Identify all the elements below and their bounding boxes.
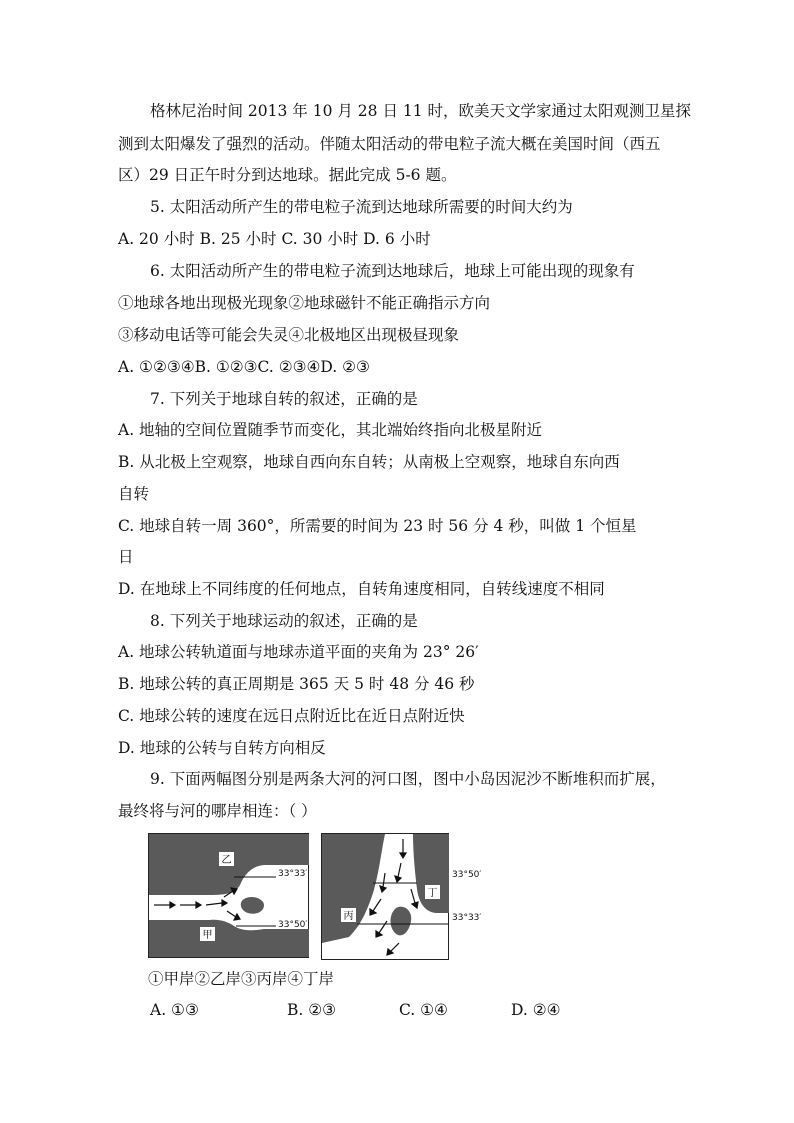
- q6-options: A. ①②③④B. ①②③C. ②③④D. ②③: [118, 358, 370, 376]
- bank-label-yi: [219, 852, 234, 866]
- passage-line-3: 区）29 日正午时分到达地球。据此完成 5-6 题。: [118, 166, 457, 184]
- q7-option-c-line-1: C. 地球自转一周 360°，所需要的时间为 23 时 56 分 4 秒，叫做 1 个恒星: [118, 517, 637, 535]
- q7-option-b-line-2: 自转: [118, 485, 150, 503]
- svg-text:甲: 甲: [202, 930, 213, 941]
- map1-latitude-bottom: 33°50′: [278, 920, 308, 930]
- q9-items: ①甲岸②乙岸③丙岸④丁岸: [148, 970, 335, 988]
- q9-option-a: A. ①③: [150, 1001, 199, 1019]
- q8-option-d: D. 地球的公转与自转方向相反: [118, 739, 326, 757]
- q9-option-b: B. ②③: [287, 1001, 337, 1019]
- bank-label-ding: [425, 885, 440, 899]
- river-mouth-map-2: [321, 833, 449, 960]
- bank-label-jia: [200, 927, 215, 941]
- q8-option-a: A. 地球公转轨道面与地球赤道平面的夹角为 23° 26′: [118, 643, 479, 661]
- q8-stem: 8. 下列关于地球运动的叙述，正确的是: [150, 612, 418, 630]
- q7-option-a: A. 地轴的空间位置随季节而变化，其北端始终指向北极星附近: [118, 421, 543, 439]
- q7-option-c-line-2: 日: [118, 548, 134, 566]
- q9-stem-line-1: 9. 下面两幅图分别是两条大河的河口图，图中小岛因泥沙不断堆积而扩展，: [150, 770, 666, 788]
- river-mouth-map-1: [148, 833, 309, 958]
- passage-line-1: 格林尼治时间 2013 年 10 月 28 日 11 时，欧美天文学家通过太阳观测卫星探: [150, 102, 692, 120]
- q5-stem: 5. 太阳活动所产生的带电粒子流到达地球所需要的时间大约为: [150, 198, 573, 216]
- passage-line-2: 测到太阳爆发了强烈的活动。伴随太阳活动的带电粒子流大概在美国时间（西五: [118, 135, 661, 153]
- q8-option-c: C. 地球公转的速度在远日点附近比在近日点附近快: [118, 707, 465, 725]
- q5-options: A. 20 小时 B. 25 小时 C. 30 小时 D. 6 小时: [118, 230, 431, 248]
- q7-option-b-line-1: B. 从北极上空观察，地球自西向东自转；从南极上空观察，地球自东向西: [118, 453, 620, 471]
- svg-text:乙: 乙: [221, 855, 232, 866]
- map2-latitude-top: 33°50′: [452, 870, 482, 880]
- q9-option-d: D. ②④: [511, 1001, 561, 1019]
- q6-items-1: ①地球各地出现极光现象②地球磁针不能正确指示方向: [118, 294, 491, 312]
- svg-text:丁: 丁: [427, 888, 438, 899]
- q6-stem: 6. 太阳活动所产生的带电粒子流到达地球后，地球上可能出现的现象有: [150, 262, 635, 280]
- map1-latitude-top: 33°33′: [278, 869, 308, 879]
- bank-label-bing: [341, 908, 356, 922]
- q6-items-2: ③移动电话等可能会失灵④北极地区出现极昼现象: [118, 326, 460, 344]
- q9-stem-line-2: 最终将与河的哪岸相连：（ ）: [118, 802, 317, 820]
- map2-latitude-bottom: 33°33′: [452, 913, 482, 923]
- q7-stem: 7. 下列关于地球自转的叙述，正确的是: [150, 390, 418, 408]
- q9-option-c: C. ①④: [399, 1001, 448, 1019]
- q7-option-d: D. 在地球上不同纬度的任何地点，自转角速度相同，自转线速度不相同: [118, 580, 605, 598]
- q8-option-b: B. 地球公转的真正周期是 365 天 5 时 48 分 46 秒: [118, 675, 475, 693]
- svg-text:丙: 丙: [343, 911, 354, 922]
